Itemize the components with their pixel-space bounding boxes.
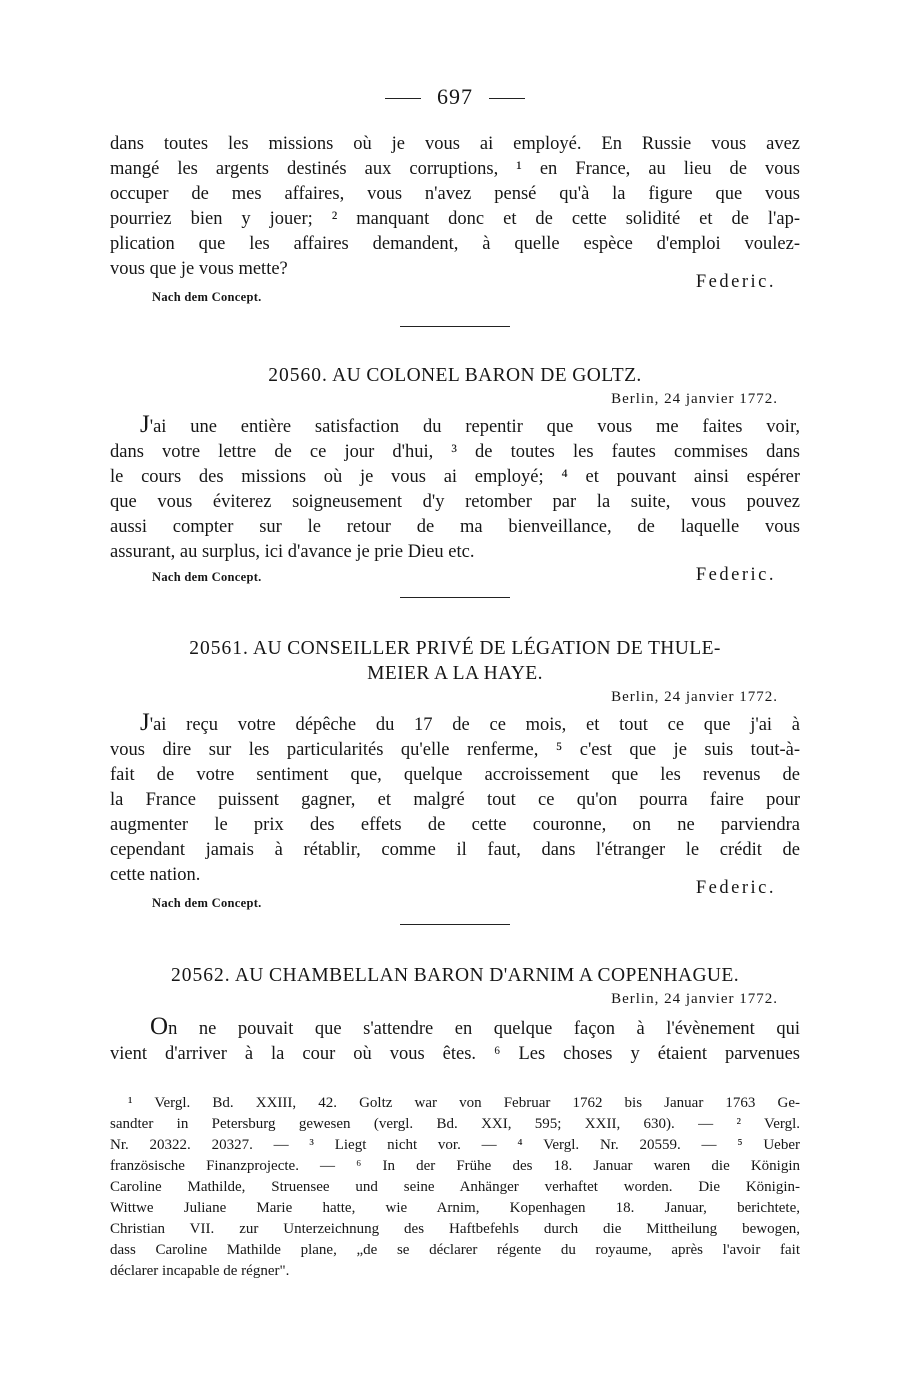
page-number: 697 [437,84,473,109]
footnotes [110,1093,800,1282]
dateline: Berlin, 24 janvier 1772. [611,689,778,705]
footnote-line: Christian VII. zur Unterzeichnung des Haftbefehls durch die Mittheilung bewogen, [110,1221,800,1237]
letter-title-continued: MEIER A LA HAYE. [367,663,543,684]
page [110,84,800,1282]
text-line: vient d'arriver à la cour où vous êtes. ⁶ Les choses y étaient parvenues [110,1044,800,1064]
text-line: que vous éviterez soigneusement d'y retomber par la suite, vous pouvez [110,492,800,512]
signature: Federic. [695,272,776,292]
drop-cap: O [150,1013,169,1040]
letter-title-text: AU CHAMBELLAN BARON D'ARNIM A COPENHAGUE. [234,965,739,986]
text-line: vous dire sur les particularités qu'elle renferme, ⁵ c'est que je suis tout-à- [110,740,800,760]
letter-number: 20560. [268,365,328,386]
letter-20562-body [110,1014,800,1067]
text-line: fait de votre sentiment que, quelque accroissement que les revenus de [110,765,800,785]
text-line: dans votre lettre de ce jour d'hui, ³ de toutes les fautes commises dans [110,442,800,462]
letter-title [110,636,800,661]
text-line: pourriez bien y jouer; ² manquant donc et de cette solidité et de l'ap- [110,209,800,229]
letter-number: 20562. [170,965,231,986]
dateline: Berlin, 24 janvier 1772. [611,391,778,407]
letter-title [110,963,800,988]
footnote-line: Nr. 20322. 20327. — ³ Liegt nicht vor. — ⁴ Vergl. Nr. 20559. — ⁵ Ueber [110,1137,800,1153]
text-line: plication que les affaires demandent, à quelle espèce d'emploi voulez- [110,234,800,254]
letter-prev-body [110,132,800,282]
footnote-line: sandter in Petersburg gewesen (vergl. Bd. XXI, 595; XXII, 630). — ² Vergl. [110,1116,800,1132]
letter-number: 20561. [189,638,249,659]
drop-cap: J [140,411,150,438]
text-line: cette nation. [110,865,201,885]
text-line: vous que je vous mette? [110,259,288,279]
text-line: J'ai reçu votre dépêche du 17 de ce mois, et tout ce que j'ai à [140,709,800,736]
source-note: Nach dem Concept. [152,896,262,910]
footnote-line: ¹ Vergl. Bd. XXIII, 42. Goltz war von Februar 1762 bis Januar 1763 Ge- [128,1095,800,1111]
source-note: Nach dem Concept. [152,290,262,304]
footnote-line: déclarer incapable de régner". [110,1263,290,1279]
text-line: le cours des missions où je vous ai employé; ⁴ et pouvant ainsi espérer [110,467,800,487]
text-line: augmenter le prix des effets de cette couronne, on ne parviendra [110,815,800,835]
text-line: cependant jamais à rétablir, comme il faut, dans l'étranger le crédit de [110,840,800,860]
letter-20560-body [110,412,800,565]
header-dash-left [385,98,421,99]
text-line: assurant, au surplus, ici d'avance je prie Dieu etc. [110,542,475,562]
source-note: Nach dem Concept. [152,570,262,584]
letter-20561-closing [110,878,800,918]
dateline: Berlin, 24 janvier 1772. [611,991,778,1007]
footnote-line: dass Caroline Mathilde plane, „de se déclarer régente du royaume, après l'avoir fait [110,1242,800,1258]
footnote-line: französische Finanzprojecte. — ⁶ In der Frühe des 18. Januar waren die Königin [110,1158,800,1174]
letter-title [110,363,800,388]
text-line: mangé les argents destinés aux corruptions, ¹ en France, au lieu de vous [110,159,800,179]
signature: Federic. [695,565,776,585]
letter-20560-closing [110,565,800,591]
text-line: occuper de mes affaires, vous n'avez pensé qu'à la figure que vous [110,184,800,204]
letter-title-text: AU CONSEILLER PRIVÉ DE LÉGATION DE THULE- [253,638,721,659]
drop-cap: J [140,709,150,736]
text-line: aussi compter sur le retour de ma bienveillance, de laquelle vous [110,517,800,537]
text-line: On ne pouvait que s'attendre en quelque façon à l'évènement qui [150,1013,800,1040]
letter-prev-closing [110,272,800,312]
signature: Federic. [695,878,776,898]
letter-title-text: AU COLONEL BARON DE GOLTZ. [332,365,642,386]
footnote-line: Wittwe Juliane Marie hatte, wie Arnim, Kopenhagen 18. Januar, berichtete, [110,1200,800,1216]
text-line: dans toutes les missions où je vous ai employé. En Russie vous avez [110,134,800,154]
text-line: la France puissent gagner, et malgré tout ce qu'on pourra faire pour [110,790,800,810]
page-header [110,84,800,110]
footnote-line: Caroline Mathilde, Struensee und seine Anhänger verhaftet worden. Die Königin- [110,1179,800,1195]
letter-20561-body [110,710,800,888]
text-line: J'ai une entière satisfaction du repentir que vous me faites voir, [140,411,800,438]
header-dash-right [489,98,525,99]
